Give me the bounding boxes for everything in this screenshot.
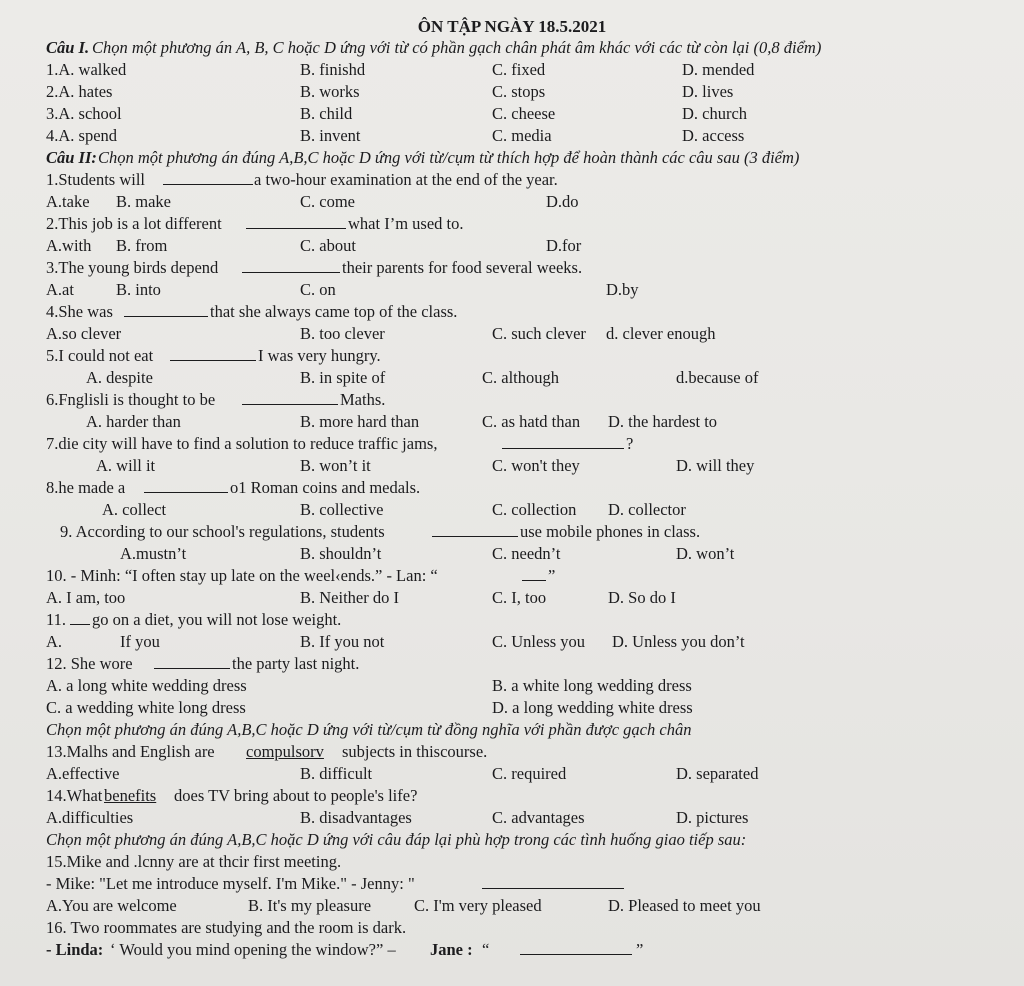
option-c: C. required <box>492 764 567 783</box>
option-b: B. shouldn’t <box>300 544 382 563</box>
option-d: D.by <box>606 280 639 299</box>
question-12-options-ab <box>46 675 1006 697</box>
option-b: B. from <box>116 236 168 255</box>
question-text-end: o1 Roman coins and medals. <box>230 478 421 497</box>
option-b: B. disadvantages <box>300 808 412 827</box>
option-b: B. works <box>300 82 360 101</box>
part1-heading <box>46 37 1006 59</box>
question-3 <box>46 257 1006 279</box>
question-text: 7.die city will have to find a solution to reduce traffic jams, <box>46 434 438 453</box>
option-a: A. I am, too <box>46 588 126 607</box>
option-c: C. although <box>482 368 559 387</box>
question-text: 6.Fnglisli is thought to be <box>46 390 216 409</box>
part1-row-4 <box>46 125 1006 147</box>
answer-blank <box>520 940 632 955</box>
part3-heading <box>46 719 1006 741</box>
option-a: A.with <box>46 236 92 255</box>
question-7 <box>46 433 1006 455</box>
option-b: B. invent <box>300 126 361 145</box>
part4-heading <box>46 829 1006 851</box>
option-b: B. finishd <box>300 60 366 79</box>
option-d: D. lives <box>682 82 734 101</box>
question-text: 16. Two roommates are studying and the room is dark. <box>46 918 407 937</box>
answer-blank <box>170 346 256 361</box>
question-16 <box>46 939 1006 961</box>
option-a: A.so clever <box>46 324 122 343</box>
option-b: B. It's my pleasure <box>248 896 372 915</box>
part1-row-3 <box>46 103 1006 125</box>
question-text-end: a two-hour examination at the end of the year. <box>254 170 558 189</box>
option-a: A.You are welcome <box>46 896 177 915</box>
question-text: 4.She was <box>46 302 113 321</box>
question-text: 15.Mike and .lcnny are at thcir first meeting. <box>46 852 342 871</box>
answer-blank <box>482 874 624 889</box>
option-c: C. such clever <box>492 324 586 343</box>
question-text-end: I was very hungry. <box>258 346 381 365</box>
question-text-end: their parents for food several weeks. <box>342 258 583 277</box>
part2-instruction: Chọn một phương án đúng A,B,C hoặc D ứng với từ/cụm từ thích hợp để hoàn thành các câu sau (3 điểm) <box>98 148 800 167</box>
question-5-options <box>46 367 1006 389</box>
question-7-options <box>46 455 1006 477</box>
question-text: 13.Malhs and English are <box>46 742 215 761</box>
option-a: A. collect <box>102 500 167 519</box>
question-text-end: go on a diet, you will not lose weight. <box>92 610 342 629</box>
option-c: C. as hatd than <box>482 412 581 431</box>
option-a: A. will it <box>96 456 156 475</box>
question-15-options <box>46 895 1006 917</box>
option-b: B. into <box>116 280 161 299</box>
part4-instruction: Chọn một phương án đúng A,B,C hoặc D ứng với câu đáp lại phù hợp trong các tình huống giao tiếp sau: <box>46 830 747 849</box>
option-b: B. in spite of <box>300 368 386 387</box>
question-13-options <box>46 763 1006 785</box>
question-1-options <box>46 191 1006 213</box>
answer-blank <box>70 610 90 625</box>
option-a: A.take <box>46 192 90 211</box>
question-text-end: ” <box>548 566 556 585</box>
question-text: 1.Students will <box>46 170 146 189</box>
option-b: B. difficult <box>300 764 373 783</box>
answer-blank <box>144 478 228 493</box>
option-b: B. collective <box>300 500 384 519</box>
speaker-linda: - Linda: <box>46 940 104 959</box>
answer-blank <box>242 390 338 405</box>
question-13 <box>46 741 1006 763</box>
dialogue-line: ‘ Would you mind opening the window?” – <box>110 940 396 959</box>
question-8-options <box>46 499 1006 521</box>
question-text-end: what I’m used to. <box>348 214 464 233</box>
part1-row-1 <box>46 59 1006 81</box>
question-4 <box>46 301 1006 323</box>
question-text: 12. She wore <box>46 654 133 673</box>
option-d: D. will they <box>676 456 755 475</box>
question-text: 3.The young birds depend <box>46 258 219 277</box>
question-text-end: subjects in thiscourse. <box>342 742 488 761</box>
question-6-options <box>46 411 1006 433</box>
question-text-end: use mobile phones in class. <box>520 522 701 541</box>
answer-blank <box>124 302 208 317</box>
option-d: D. mended <box>682 60 755 79</box>
question-14-options <box>46 807 1006 829</box>
option-d: D. a long wedding white dress <box>492 698 693 717</box>
option-c: C. a wedding white long dress <box>46 698 246 717</box>
option-c: C. I, too <box>492 588 547 607</box>
question-text-end: Maths. <box>340 390 386 409</box>
answer-blank <box>502 434 624 449</box>
option-d: D. pictures <box>676 808 749 827</box>
answer-blank <box>246 214 346 229</box>
question-5 <box>46 345 1006 367</box>
question-text-end: the party last night. <box>232 654 360 673</box>
option-a: A.difficulties <box>46 808 134 827</box>
option-c: C. collection <box>492 500 577 519</box>
option-a: A. despite <box>86 368 153 387</box>
answer-blank <box>432 522 518 537</box>
option-c: C. stops <box>492 82 546 101</box>
question-1 <box>46 169 1006 191</box>
question-3-options <box>46 279 1006 301</box>
option-a-text: If you <box>120 632 160 651</box>
question-text: 9. According to our school's regulations, students <box>60 522 385 541</box>
part1-instruction: Chọn một phương án A, B, C hoặc D ứng với từ có phần gạch chân phát âm khác với các từ còn lại (0,8 điểm) <box>92 38 822 57</box>
option-b: B. child <box>300 104 353 123</box>
question-2 <box>46 213 1006 235</box>
option-d: d.because of <box>676 368 759 387</box>
option-c: C. needn’t <box>492 544 561 563</box>
question-10-options <box>46 587 1006 609</box>
option-a: A. <box>46 632 63 651</box>
option-c: C. about <box>300 236 356 255</box>
part1-label: Câu I. <box>46 38 90 57</box>
question-6 <box>46 389 1006 411</box>
option-a: A.at <box>46 280 74 299</box>
question-text-end: does TV bring about to people's life? <box>174 786 418 805</box>
question-12-options-cd <box>46 697 1006 719</box>
option-c: C. on <box>300 280 336 299</box>
option-c: C. Unless you <box>492 632 586 651</box>
option-c: C. fixed <box>492 60 546 79</box>
close-quote: ” <box>636 940 644 959</box>
option-a: 3.A. school <box>46 104 122 123</box>
option-c: C. media <box>492 126 552 145</box>
question-2-options <box>46 235 1006 257</box>
question-15-setup <box>46 851 1006 873</box>
answer-blank <box>154 654 230 669</box>
part2-label: Câu II: <box>46 148 97 167</box>
dialogue-line: - Mike: "Let me introduce myself. I'm Mike." - Jenny: " <box>46 874 415 893</box>
question-text-end: that she always came top of the class. <box>210 302 458 321</box>
page-title: ÔN TẬP NGÀY 18.5.2021 <box>417 17 607 36</box>
option-d: D. Pleased to meet you <box>608 896 761 915</box>
option-a: 4.A. spend <box>46 126 118 145</box>
option-d: D. the hardest to <box>608 412 718 431</box>
option-b: B. too clever <box>300 324 385 343</box>
question-15 <box>46 873 1006 895</box>
answer-blank <box>163 170 253 185</box>
option-b: B. a white long wedding dress <box>492 676 692 695</box>
question-text: 5.I could not eat <box>46 346 154 365</box>
question-10 <box>46 565 1006 587</box>
underlined-word: benefits <box>104 786 157 805</box>
option-a: A.effective <box>46 764 120 783</box>
part1-row-2 <box>46 81 1006 103</box>
option-a: A.mustn’t <box>120 544 187 563</box>
option-b: B. Neither do I <box>300 588 399 607</box>
option-d: d. clever enough <box>606 324 716 343</box>
speaker-jane: Jane : <box>430 940 473 959</box>
question-11-options <box>46 631 1006 653</box>
question-text: 11. <box>46 610 67 629</box>
option-d: D. won’t <box>676 544 735 563</box>
option-d: D. church <box>682 104 748 123</box>
question-text: 14.What <box>46 786 103 805</box>
option-b: B. If you not <box>300 632 385 651</box>
option-d: D. Unless you don’t <box>612 632 745 651</box>
question-9-options <box>46 543 1006 565</box>
option-c: C. come <box>300 192 355 211</box>
question-text: 10. - Minh: “I often stay up late on the weel‹ends.” - Lan: “ <box>46 566 438 585</box>
option-b: B. make <box>116 192 171 211</box>
option-d: D. separated <box>676 764 759 783</box>
underlined-word: compulsorv <box>246 742 324 761</box>
option-c: C. cheese <box>492 104 556 123</box>
option-a: A. a long white wedding dress <box>46 676 247 695</box>
option-d: D.for <box>546 236 582 255</box>
option-a: A. harder than <box>86 412 181 431</box>
question-8 <box>46 477 1006 499</box>
option-c: C. advantages <box>492 808 585 827</box>
question-text: 2.This job is a lot different <box>46 214 222 233</box>
part2-heading <box>46 147 1006 169</box>
answer-blank <box>242 258 340 273</box>
question-16-setup <box>46 917 1006 939</box>
option-a: 1.A. walked <box>46 60 127 79</box>
option-b: B. more hard than <box>300 412 420 431</box>
part3-instruction: Chọn một phương án đúng A,B,C hoặc D ứng với từ/cụm từ đồng nghĩa với phần được gạch chân <box>46 720 692 739</box>
question-9 <box>46 521 1006 543</box>
option-a: 2.A. hates <box>46 82 113 101</box>
question-14 <box>46 785 1006 807</box>
option-d: D. access <box>682 126 745 145</box>
option-d: D. collector <box>608 500 686 519</box>
option-c: C. won't they <box>492 456 580 475</box>
option-b: B. won’t it <box>300 456 371 475</box>
option-d: D. So do I <box>608 588 676 607</box>
question-11 <box>46 609 1006 631</box>
open-quote: “ <box>482 940 490 959</box>
option-c: C. I'm very pleased <box>414 896 542 915</box>
question-4-options <box>46 323 1006 345</box>
question-text-end: ? <box>626 434 634 453</box>
answer-blank <box>522 566 546 581</box>
question-text: 8.he made a <box>46 478 126 497</box>
option-d: D.do <box>546 192 579 211</box>
question-12 <box>46 653 1006 675</box>
